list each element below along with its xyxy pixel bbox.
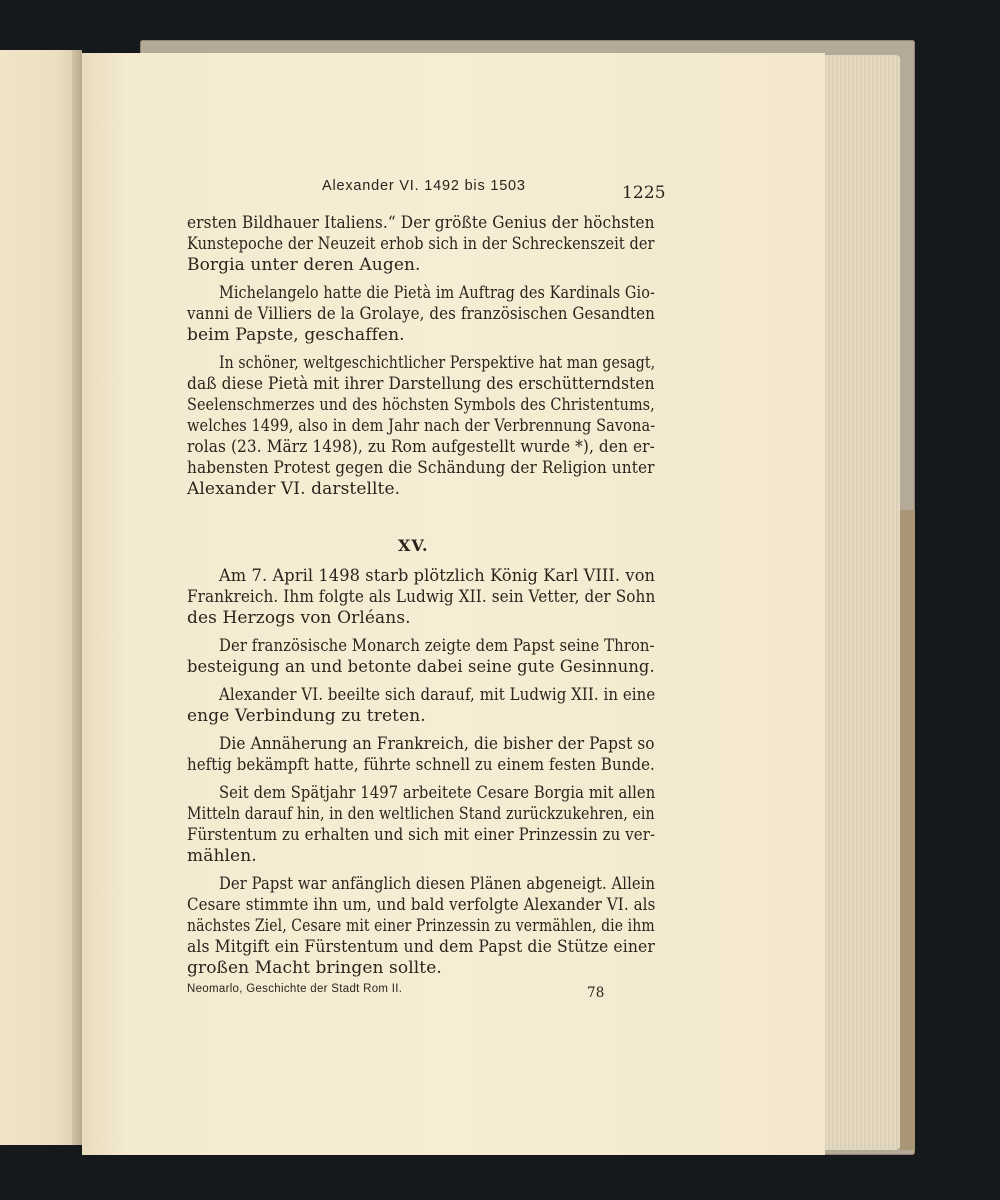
text-line: vanni de Villiers de la Grolaye, des französischen Gesandten bbox=[187, 304, 655, 324]
text-line: welches 1499, also in dem Jahr nach der Verbrennung Savona- bbox=[187, 416, 656, 436]
text-line: Seit dem Spätjahr 1497 arbeitete Cesare Borgia mit allen bbox=[219, 783, 656, 803]
text-line: Fürstentum zu erhalten und sich mit einer Prinzessin zu ver- bbox=[187, 825, 656, 845]
section-heading: XV. bbox=[398, 536, 429, 555]
text-line: Alexander VI. darstellte. bbox=[187, 479, 401, 499]
text-line: Die Annäherung an Frankreich, die bisher der Papst so bbox=[219, 734, 655, 754]
gutter bbox=[72, 50, 82, 1145]
text-line: Am 7. April 1498 starb plötzlich König Karl VIII. von bbox=[219, 566, 656, 586]
text-line: ersten Bildhauer Italiens.“ Der größte Genius der höchsten bbox=[187, 213, 655, 233]
signature-mark: 78 bbox=[587, 985, 605, 1001]
text-line: als Mitgift ein Fürstentum und dem Papst die Stütze einer bbox=[187, 937, 655, 957]
text-line: Der Papst war anfänglich diesen Plänen abgeneigt. Allein bbox=[219, 874, 656, 894]
left-page bbox=[0, 50, 80, 1145]
text-line: Borgia unter deren Augen. bbox=[187, 255, 421, 275]
text-line: Der französische Monarch zeigte dem Papst seine Thron- bbox=[219, 636, 655, 656]
text-line: Kunstepoche der Neuzeit erhob sich in der Schreckenszeit der bbox=[187, 234, 655, 254]
text-line: In schöner, weltgeschichtlicher Perspektive hat man gesagt, bbox=[219, 353, 656, 373]
text-line: enge Verbindung zu treten. bbox=[187, 706, 426, 726]
text-line: besteigung an und betonte dabei seine gute Gesinnung. bbox=[187, 657, 655, 677]
text-line: Cesare stimmte ihn um, und bald verfolgte Alexander VI. als bbox=[187, 895, 656, 915]
text-line: Michelangelo hatte die Pietà im Auftrag des Kardinals Gio- bbox=[219, 283, 655, 303]
text-line: daß diese Pietà mit ihrer Darstellung des erschütterndsten bbox=[187, 374, 655, 394]
text-line: Mitteln darauf hin, in den weltlichen Stand zurückzukehren, ein bbox=[187, 804, 655, 824]
text-line: beim Papste, geschaffen. bbox=[187, 325, 405, 345]
text-line: Seelenschmerzes und des höchsten Symbols des Christentums, bbox=[187, 395, 655, 415]
text-line: Frankreich. Ihm folgte als Ludwig XII. sein Vetter, der Sohn bbox=[187, 587, 656, 607]
text-line: Alexander VI. beeilte sich darauf, mit Ludwig XII. in eine bbox=[219, 685, 656, 705]
text-line: nächstes Ziel, Cesare mit einer Prinzessin zu vermählen, die ihm bbox=[187, 916, 655, 936]
footer-citation: Neomarlo, Geschichte der Stadt Rom II. bbox=[187, 983, 403, 995]
page-edges bbox=[818, 55, 900, 1150]
text-line: rolas (23. März 1498), zu Rom aufgestellt wurde *), den er- bbox=[187, 437, 655, 457]
running-head: Alexander VI. 1492 bis 1503 bbox=[322, 178, 526, 194]
text-line: großen Macht bringen sollte. bbox=[187, 958, 442, 978]
text-line: heftig bekämpft hatte, führte schnell zu einem festen Bunde. bbox=[187, 755, 655, 775]
text-line: des Herzogs von Orléans. bbox=[187, 608, 411, 628]
page-number: 1225 bbox=[622, 183, 666, 203]
text-line: habensten Protest gegen die Schändung der Religion unter bbox=[187, 458, 655, 478]
text-line: mählen. bbox=[187, 846, 257, 866]
